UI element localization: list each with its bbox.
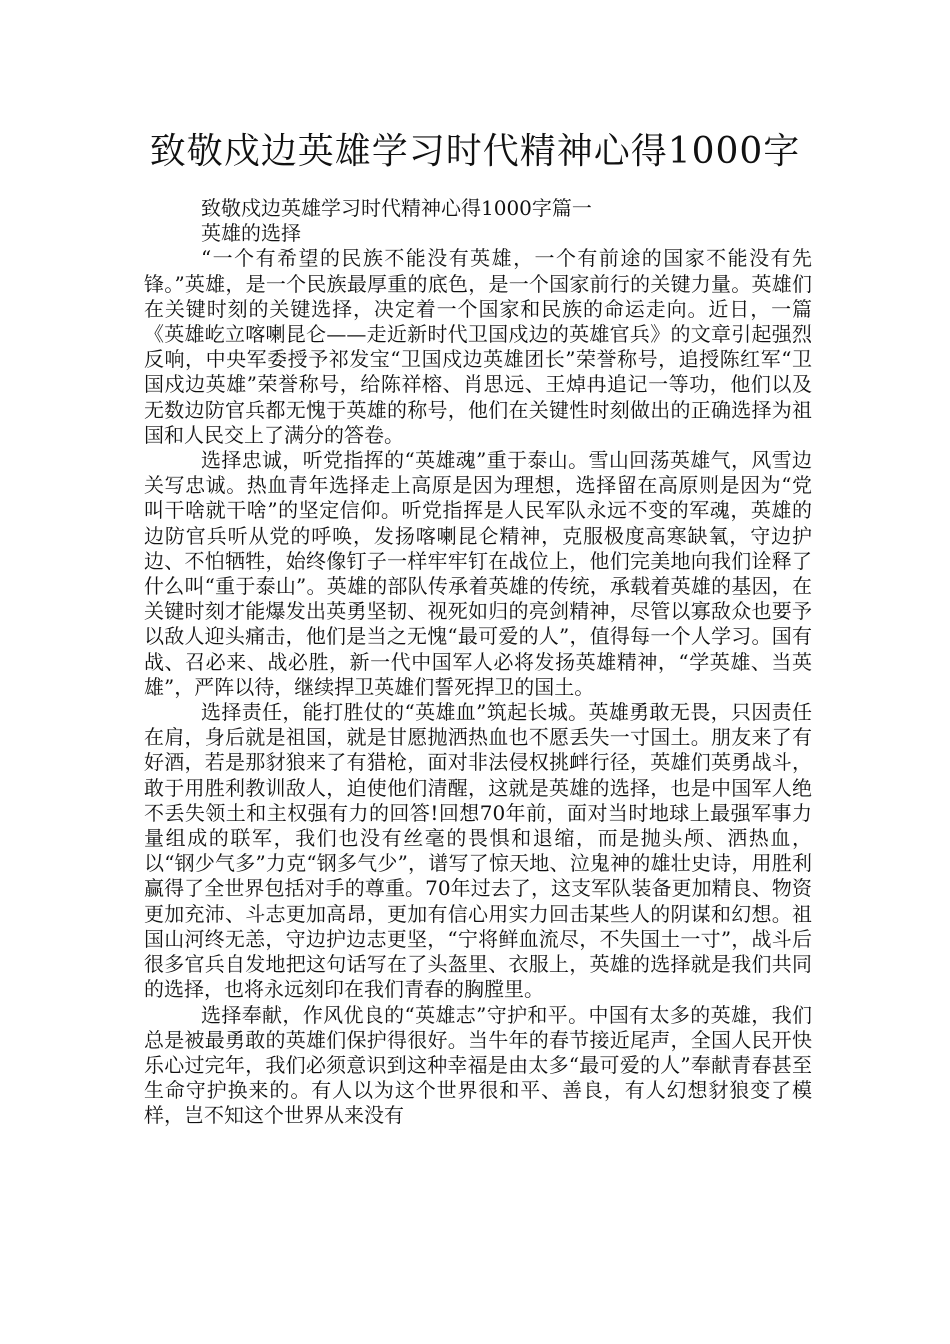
document-title: 致敬戍边英雄学习时代精神心得1000字 [149,131,801,172]
section-heading: 致敬戍边英雄学习时代精神心得1000字篇一 [201,196,592,220]
document-body [144,196,812,1129]
paragraph-loyalty: 选择忠诚，听党指挥的“英雄魂”重于泰山。雪山回荡英雄气，风雪边关写忠诚。热血青年选择走上高原是因为理想，选择留在高原则是因为“党叫干啥就干啥”的坚定信仰。听党指挥是人民军队永远不变的军魂，英雄的边防官兵听从党的呼唤，发扬喀喇昆仑精神，克服极度高寒缺氧，守边护边、不怕牺牲，始终像钉子一样牢牢钉在战位上，他们完美地向我们诠释了什么叫“重于泰山”。英雄的部队传承着英雄的传统，承载着英雄的基因，在关键时刻才能爆发出英勇坚韧、视死如归的亮剑精神，尽管以寡敌众也要予以敌人迎头痛击，他们是当之无愧“最可爱的人”，值得每一个人学习。国有战、召必来、战必胜，新一代中国军人必将发扬英雄精神，“学英雄、当英雄”，严阵以待，继续捍卫英雄们誓死捍卫的国土。 [144,448,812,699]
subheading: 英雄的选择 [201,221,301,246]
paragraph-dedication: 选择奉献，作风优良的“英雄志”守护和平。中国有太多的英雄，我们总是被最勇敢的英雄们保护得很好。当牛年的春节接近尾声，全国人民开快乐心过完年，我们必须意识到这种幸福是由太多“最可爱的人”奉献青春甚至生命守护换来的。有人以为这个世界很和平、善良，有人幻想豺狼变了模样，岂不知这个世界从来没有 [144,1002,812,1128]
paragraph-responsibility: 选择责任，能打胜仗的“英雄血”筑起长城。英雄勇敢无畏，只因责任在肩，身后就是祖国，就是甘愿抛洒热血也不愿丢失一寸国土。朋友来了有好酒，若是那豺狼来了有猎枪，面对非法侵权挑衅行径，英雄们英勇战斗，敢于用胜利教训敌人，迫使他们清醒，这就是英雄的选择，也是中国军人绝不丢失领土和主权强有力的回答!回想70年前，面对当时地球上最强军事力量组成的联军，我们也没有丝毫的畏惧和退缩，而是抛头颅、洒热血，以“钢少气多”力克“钢多气少”，谱写了惊天地、泣鬼神的雄壮史诗，用胜利赢得了全世界包括对手的尊重。70年过去了，这支军队装备更加精良、物资更加充沛、斗志更加高昂，更加有信心用实力回击某些人的阴谋和幻想。祖国山河终无恙，守边护边志更坚，“宁将鲜血流尽，不失国土一寸”，战斗后很多官兵自发地把这句话写在了头盔里、衣服上，英雄的选择就是我们共同的选择，也将永远刻印在我们青春的胸膛里。 [144,700,812,1002]
paragraph-intro: “一个有希望的民族不能没有英雄，一个有前途的国家不能没有先锋。”英雄，是一个民族最厚重的底色，是一个国家前行的关键力量。英雄们在关键时刻的关键选择，决定着一个国家和民族的命运走向。近日，一篇《英雄屹立喀喇昆仑——走近新时代卫国戍边的英雄官兵》的文章引起强烈反响，中央军委授予祁发宝“卫国戍边英雄团长”荣誉称号，追授陈红军“卫国戍边英雄”荣誉称号，给陈祥榕、肖思远、王焯冉追记一等功，他们以及无数边防官兵都无愧于英雄的称号，他们在关键性时刻做出的正确选择为祖国和人民交上了满分的答卷。 [144,246,812,447]
